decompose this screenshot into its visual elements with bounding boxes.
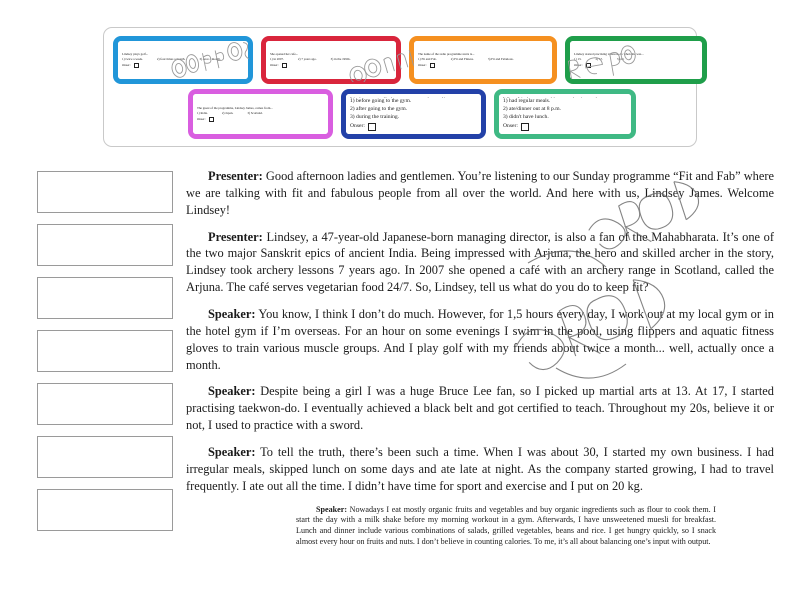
question-option[interactable]: 1) in 2007.: [270, 57, 284, 61]
question-option[interactable]: 1) had regular meals.: [503, 98, 551, 105]
answer-label: Onser:: [197, 117, 206, 122]
question-card-q3[interactable]: [409, 36, 557, 84]
speaker-label: Presenter:: [208, 229, 263, 244]
answer-box[interactable]: [37, 171, 173, 213]
transcript-paragraph: [186, 229, 774, 296]
question-options: [574, 57, 698, 62]
question-answer-row: [574, 63, 698, 68]
answer-box[interactable]: [37, 383, 173, 425]
answer-input-box[interactable]: [134, 63, 139, 68]
speaker-label: Speaker:: [208, 384, 256, 399]
answer-input-box[interactable]: [368, 123, 376, 131]
question-card-q2[interactable]: [261, 36, 401, 84]
answer-box[interactable]: [37, 224, 173, 266]
answer-label: Onser:: [122, 63, 131, 68]
question-card-inner: [266, 41, 396, 79]
question-options: [197, 111, 324, 116]
speaker-text: Lindsey, a 47-year-old Japanese-born managing director, is also a fan of the Mahabharata. It’s one of the two major Sanskrit epics of ancient India. Being impressed with Arjuna, the hero and skilled archer in the story, Lindsey took archery lessons 7 years ago. In 2007 she opened a café with an archery range in Scotland, called the Arjuna. The café serves vegetarian food 24/7. So, Lindsey, tell us what do you do to keep fit?: [186, 229, 774, 295]
question-options: [122, 57, 244, 62]
question-option[interactable]: 1) 13.: [574, 57, 582, 61]
answer-input-box[interactable]: [282, 63, 287, 68]
transcript-paragraph-small: [296, 505, 716, 548]
question-option[interactable]: 3) Scotland.: [247, 111, 263, 115]
answer-input-box[interactable]: [586, 63, 591, 68]
task-row-bottom: [188, 89, 636, 139]
question-card-inner: [570, 41, 702, 79]
question-option[interactable]: 3) 20.: [616, 57, 625, 61]
question-options: [270, 57, 392, 62]
question-option[interactable]: 2) Japan.: [221, 111, 234, 115]
question-stem: The name of the radio programme starts is...: [418, 52, 475, 57]
answer-boxes-sidebar: [37, 171, 173, 542]
question-card-q6[interactable]: [341, 89, 486, 139]
question-answer-row: [418, 63, 548, 68]
answer-input-box[interactable]: [430, 63, 435, 68]
speaker-label: Speaker:: [208, 445, 256, 460]
question-card-q7[interactable]: [494, 89, 636, 139]
question-card-inner: [193, 94, 328, 134]
question-answer-row: [122, 63, 244, 68]
question-option[interactable]: 1) twice a week.: [122, 57, 143, 61]
transcript-body: [186, 168, 774, 558]
answer-label: Onser:: [418, 63, 427, 68]
question-option[interactable]: 2) 17.: [595, 57, 603, 61]
speaker-label: Speaker:: [208, 307, 256, 322]
question-answer-row: [197, 117, 324, 122]
question-option[interactable]: 2) after going to the gym.: [350, 106, 408, 113]
question-option[interactable]: 1) Fit and Fab.: [418, 57, 437, 61]
question-option[interactable]: 2) ate/dinner out at 8 p.m.: [503, 106, 561, 113]
question-card-inner: [118, 41, 248, 79]
transcript-paragraph: [186, 168, 774, 219]
speaker-text: Good afternoon ladies and gentlemen. You’re listening to our Sunday programme “Fit and Fab” where we are talking with fit and fabulous people from all over the world. And here with us, Lindsey James. Welcome Lindsey!: [186, 169, 774, 217]
answer-label: Onser:: [574, 63, 583, 68]
speaker-label: Presenter:: [208, 169, 263, 183]
answer-label: Onser:: [350, 123, 365, 130]
speaker-text: Despite being a girl I was a huge Bruce Lee fan, so I picked up martial arts at 13. At 17, I started practising taekwon-do. I eventually achieved a black belt and got certified to teach. Throughout my 20s, believe it or not, I used to practice with a sword.: [186, 384, 774, 433]
question-options: [418, 57, 548, 62]
question-card-q1[interactable]: [113, 36, 253, 84]
question-option[interactable]: 1) before going to the gym.: [350, 98, 412, 105]
question-answer-row: [270, 63, 392, 68]
transcript-paragraph: [186, 383, 774, 434]
answer-box[interactable]: [37, 489, 173, 531]
question-option[interactable]: 3) in the 1990s.: [330, 57, 351, 61]
answer-box[interactable]: [37, 277, 173, 319]
speaker-text: Nowadays I eat mostly organic fruits and vegetables and buy organic ingredients such as flour to cook them. I start the day with a milk shake before my morning workout in a gym. Afterwards, I have unsweetened muesli for breakfast. Lunch and dinner include various combinations of salads, grilled vegetables, beans and rice. I get hungry quickly, so I snack almost every hour on fruits and nuts. I don’t believe in counting calories. To me, it’s all about balancing one’s input with output.: [296, 504, 716, 547]
question-card-inner: [346, 94, 481, 134]
answer-box[interactable]: [37, 436, 173, 478]
transcript-paragraph: [186, 444, 774, 495]
question-option[interactable]: 2) four times a month.: [156, 57, 186, 61]
question-stem: Lindsey started practising taekwon-do when she was...: [574, 52, 644, 57]
question-card-q4[interactable]: [565, 36, 707, 84]
question-option[interactable]: 3) once a month.: [199, 57, 221, 61]
answer-label: Onser:: [270, 63, 279, 68]
answer-box[interactable]: [37, 330, 173, 372]
question-option[interactable]: 1) India.: [197, 111, 208, 115]
question-option[interactable]: 2) Fit and Fitness.: [450, 57, 474, 61]
answer-input-box[interactable]: [521, 123, 529, 131]
question-card-q5[interactable]: [188, 89, 333, 139]
question-stem: The guest of the programme, Lindsey James, comes from...: [197, 106, 273, 111]
question-options: [350, 98, 477, 122]
question-stem: She opened her cafe...: [270, 52, 299, 57]
answer-input-box[interactable]: [209, 117, 214, 122]
question-option[interactable]: 3) during the training.: [350, 114, 400, 121]
question-option[interactable]: 3) Fit and Fabulous.: [487, 57, 514, 61]
speaker-text: To tell the truth, there’s been such a time. When I was about 30, I started my own business. I had irregular meals, skipped lunch on some days and ate late at night. As the company started growing, I had to travel frequently. I ate out all the time. I didn’t have time for sport and exercise and I put on 20 kg.: [186, 445, 774, 493]
speaker-label: Speaker:: [316, 504, 348, 514]
question-options: [503, 98, 627, 122]
question-card-inner: [414, 41, 552, 79]
question-answer-row: [350, 123, 477, 131]
transcript-paragraph: [186, 306, 774, 373]
task-panel: [103, 27, 697, 147]
speaker-text: You know, I think I don’t do much. However, for 1,5 hours every day, I work out at my local gym or in the hotel gym if I’m overseas. For an hour on some evenings I swim in the pool, using flippers and aquatic fitness gloves to train various muscle groups. And I play golf with my friends about twice a month... well, actually once a month.: [186, 307, 774, 372]
question-option[interactable]: 2) 7 years ago.: [297, 57, 317, 61]
question-option[interactable]: 3) didn't have lunch.: [503, 114, 549, 121]
answer-label: Onser:: [503, 123, 518, 130]
question-answer-row: [503, 123, 627, 131]
question-stem: Lindsey plays golf...: [122, 52, 149, 57]
task-row-top: [113, 36, 707, 84]
question-card-inner: [499, 94, 631, 134]
